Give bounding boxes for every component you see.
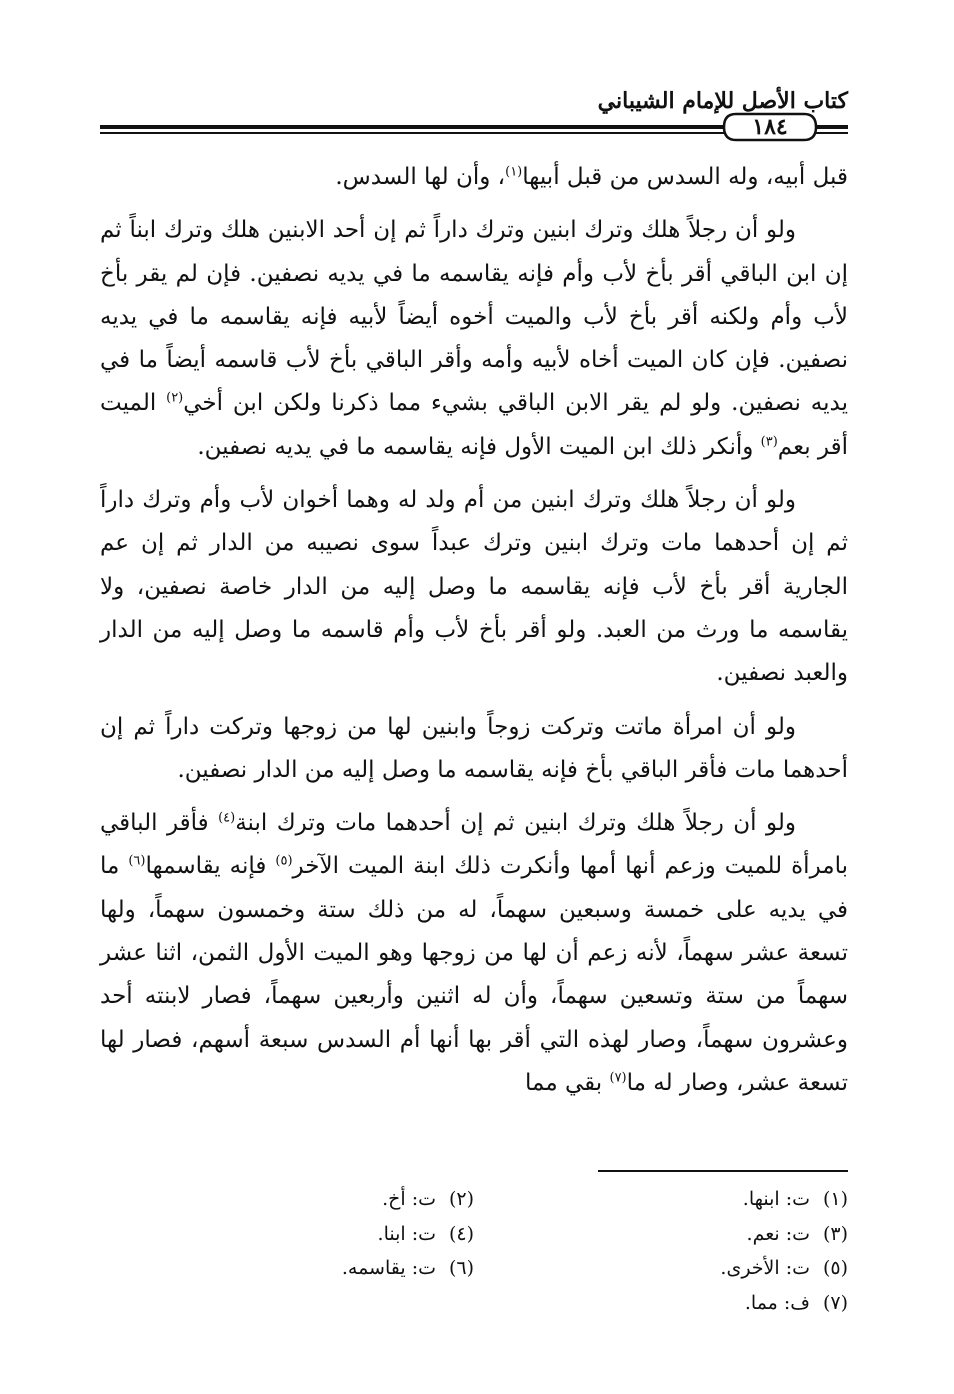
paragraph: [100, 156, 848, 199]
footnote-ref: (٥): [275, 853, 293, 869]
text-run: ولو أن رجلاً هلك وترك ابنين وترك داراً ثم إن أحد الابنين هلك وترك ابناً ثم إن ابن الباقي أقر بأخ لأب وأم فإنه يقاسمه ما في يديه نصفين. فإن لم يقر بأخ لأب وأم ولكنه أقر بأخ لأب والميت أخوه أيضاً لأبيه فإنه يقاسمه ما في يديه نصفين. فإن كان الميت أخاه لأبيه وأمه وأقر الباقي بأخ لأب قاسمه أيضاً ما في يديه نصفين. ولو لم يقر الابن الباقي بشيء مما ذكرنا ولكن ابن أخي: [100, 217, 848, 417]
paragraph: [100, 706, 848, 793]
footnote: [100, 1217, 474, 1252]
text-run: ولو أن امرأة ماتت وتركت زوجاً وابنين لها من زوجها وتركت داراً ثم إن أحدهما مات فأقر الباقي بأخ فإنه يقاسمه ما وصل إليه من الدار نصفين.: [100, 713, 848, 783]
footnote: [474, 1182, 848, 1217]
footnote-number: (٦): [448, 1257, 474, 1279]
footnote-ref: (٤): [218, 810, 236, 826]
footnote-row: [100, 1217, 848, 1252]
text-run: ولو أن رجلاً هلك وترك ابنين ثم إن أحدهما مات وترك ابنة: [235, 810, 796, 837]
paragraph: [100, 209, 848, 469]
footnote-text: ت: ابنا.: [377, 1222, 436, 1245]
footnotes: [100, 1182, 848, 1320]
main-text: [100, 156, 848, 1115]
footnote-row: [100, 1182, 848, 1217]
footnote-ref: (١): [505, 164, 523, 180]
footnote-number: (٥): [822, 1257, 848, 1279]
footnote-number: (٧): [822, 1291, 848, 1314]
text-run: ما في يديه على خمسة وسبعين سهماً، له من ذلك ستة وخمسون سهماً، ولها تسعة عشر سهماً، لأنه زعم أن لها من زوجها وهو الميت الأول الثمن، اثنا عشر سهماً من ستة وتسعين سهماً، وأن له اثنين وأربعين سهماً، فصار لابنته أحد وعشرون سهماً، وصار لهذه التي أقر بها أنها أم السدس سبعة أسهم، فصار لها تسعة عشر، وصار له ما: [100, 853, 848, 1096]
text-run: وأنكر ذلك ابن الميت الأول فإنه يقاسمه ما في يديه نصفين.: [197, 433, 761, 460]
paragraph: [100, 479, 848, 695]
footnote-text: ف: مما.: [744, 1291, 810, 1314]
text-run: فإنه يقاسمها: [145, 853, 276, 880]
text-run: الميت أقر بعم: [100, 390, 848, 460]
page-number: ١٨٤: [752, 114, 788, 140]
text-run: ولو أن رجلاً هلك وترك ابنين من أم ولد له وهما أخوان لأب وأم وترك داراً ثم إن أحدهما مات وترك ابنين وترك عبداً سوى نصيبه من الدار ثم إن عم الجارية أقر بأخ لأب فإنه يقاسمه ما وصل إليه من الدار خاصة نصفين، ولا يقاسمه ما ورث من العبد. ولو أقر بأخ لأب وأم قاسمه ما وصل إليه من الدار والعبد نصفين.: [100, 487, 848, 687]
footnote-number: (١): [822, 1188, 848, 1210]
footnote-row: [100, 1251, 848, 1286]
footnote: [100, 1251, 474, 1286]
footnote-number: (٤): [448, 1222, 474, 1245]
text-run: فأقر الباقي بامرأة للميت وزعم أنها أمها وأنكرت ذلك ابنة الميت الآخر: [100, 810, 848, 880]
text-run: ، وأن لها السدس.: [335, 164, 506, 190]
footnote-ref: (٢): [166, 390, 184, 406]
footnote-text: ت: الأخرى.: [720, 1257, 810, 1279]
footnote-text: ت: نعم.: [746, 1222, 810, 1245]
footnote-text: ت: ابنها.: [742, 1188, 810, 1210]
footnote-separator: [598, 1170, 848, 1172]
footnote-text: ت: أخ.: [382, 1188, 436, 1210]
footnote-ref: (٧): [609, 1070, 627, 1086]
text-run: بقي مما: [525, 1069, 610, 1096]
footnote-row: [100, 1286, 848, 1321]
footnote-ref: (٣): [760, 434, 778, 450]
footnote-number: (٣): [822, 1222, 848, 1245]
footnote-number: (٢): [448, 1188, 474, 1210]
running-header-title: كتاب الأصل للإمام الشيباني: [597, 88, 848, 114]
footnote: [474, 1217, 848, 1252]
footnote-text: ت: يقاسمه.: [341, 1257, 436, 1279]
footnote: [474, 1251, 848, 1286]
paragraph: [100, 802, 848, 1105]
text-run: قبل أبيه، وله السدس من قبل أبيها: [522, 164, 848, 190]
footnote-ref: (٦): [128, 853, 146, 869]
footnote: [473, 1286, 848, 1321]
footnote: [100, 1182, 474, 1217]
